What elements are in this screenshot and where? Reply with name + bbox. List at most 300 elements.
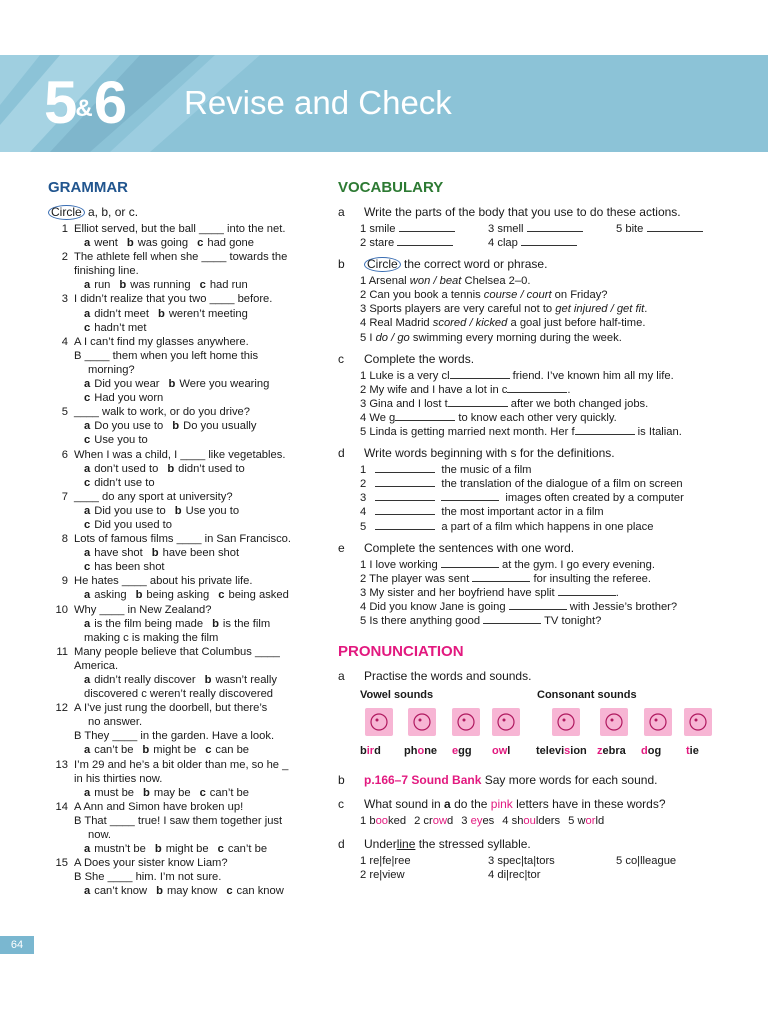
question-number: 9 xyxy=(61,575,68,588)
answer-option: b didn’t used to xyxy=(167,462,245,475)
item-number: 2 xyxy=(360,478,370,491)
pron-c-word: 2 crowd xyxy=(414,815,454,828)
vocab-d-item xyxy=(360,477,738,491)
answer-option: b was running xyxy=(119,279,191,292)
option-letter: a xyxy=(84,307,91,320)
answer-options xyxy=(58,560,318,574)
pron-c-row xyxy=(360,814,738,828)
answer-option: b being asking xyxy=(135,589,210,602)
vocab-d-items xyxy=(338,463,738,533)
answer-options xyxy=(58,307,318,321)
options-wrap xyxy=(48,617,318,645)
sound-word: bird xyxy=(360,745,381,758)
answer-blank xyxy=(441,491,499,501)
answer-option: a Did you wear xyxy=(84,378,160,391)
answer-options xyxy=(58,476,318,490)
answer-blank xyxy=(375,477,435,487)
answer-options xyxy=(58,786,318,800)
options-wrap xyxy=(48,546,318,574)
answer-options xyxy=(58,504,318,518)
question-number: 7 xyxy=(61,490,68,503)
option-letter: c xyxy=(84,321,91,334)
item-number: 3 xyxy=(488,223,498,235)
answer-options xyxy=(58,462,318,476)
answer-option: c can know xyxy=(226,885,284,898)
television-icon xyxy=(552,708,580,736)
answer-options xyxy=(58,842,318,856)
answer-option: b Use you to xyxy=(174,504,240,517)
question-text: Elliot served, but the ball ____ into the net. xyxy=(74,223,286,235)
sound-word: dog xyxy=(641,745,662,758)
vocab-c-item: 3 Gina and I lost t after we both changed jobs. xyxy=(360,397,649,410)
grammar-question xyxy=(48,405,318,419)
word-choice: do / go xyxy=(375,331,410,344)
vocab-e-item: 3 My sister and her boyfriend have split . xyxy=(360,586,619,599)
options-wrap xyxy=(48,419,318,447)
option-letter: a xyxy=(84,885,91,898)
grammar-question xyxy=(48,250,318,278)
answer-option: b wasn’t really xyxy=(204,674,277,686)
item-number: 2 xyxy=(360,289,370,302)
answer-blank xyxy=(375,491,435,501)
vocab-d-item xyxy=(360,520,738,534)
answer-option: a Do you use to xyxy=(84,420,164,433)
bird-icon xyxy=(365,708,393,736)
answer-option: c didn’t use to xyxy=(84,476,155,489)
option-letter: a xyxy=(84,843,91,856)
definition-text: the music of a film xyxy=(441,464,532,477)
question-number: 3 xyxy=(61,293,68,306)
egg-icon xyxy=(452,708,480,736)
vocab-b-items xyxy=(338,274,738,344)
option-letter: a xyxy=(84,237,91,250)
pink-letters: ou xyxy=(523,815,536,828)
definition-text: a part of a film which happens in one place xyxy=(441,520,654,533)
item-number: 5 xyxy=(360,426,370,439)
answer-option: b Were you wearing xyxy=(168,378,270,391)
option-letter: b xyxy=(119,279,127,292)
answer-option: c had run xyxy=(199,279,248,292)
tie-icon xyxy=(684,708,712,736)
vocab-a-instruction: a Write the parts of the body that you use to do these actions. xyxy=(338,205,681,219)
option-letter: c xyxy=(199,786,206,799)
options-wrap xyxy=(48,786,318,800)
option-letter: b xyxy=(154,843,162,856)
answer-blank xyxy=(399,222,455,232)
circle-word: Circle xyxy=(48,205,85,220)
answer-option: a mustn’t be xyxy=(84,843,146,856)
answer-option: b was going xyxy=(126,237,189,250)
answer-option: c can be xyxy=(205,744,250,757)
answer-option: c being asked xyxy=(218,589,289,602)
answer-option: b may know xyxy=(156,885,218,898)
item-number: 1 xyxy=(360,855,370,868)
answer-options xyxy=(58,673,318,687)
options-wrap xyxy=(48,377,318,405)
option-letter: a xyxy=(84,786,91,799)
question-number: 13 xyxy=(55,758,68,771)
item-number: 5 xyxy=(360,331,370,344)
answer-option: b might be xyxy=(142,744,197,757)
grammar-question xyxy=(48,335,318,377)
question-text: He hates ____ about his private life. xyxy=(74,575,253,588)
sound-letters: t xyxy=(686,745,690,758)
question-number: 11 xyxy=(56,645,68,658)
item-number: 3 xyxy=(360,586,370,599)
question-text: B She ____ him. I’m not sure. xyxy=(74,871,222,884)
definition-text: images often created by a computer xyxy=(505,492,684,505)
vocab-b-item: 3 Sports players are very careful not to get injured / get fit. xyxy=(360,303,648,316)
question-text: The athlete fell when she ____ towards the xyxy=(74,251,288,264)
option-letter: a xyxy=(84,504,91,517)
option-letter: a xyxy=(84,279,91,292)
word-choice: won / beat xyxy=(409,275,462,288)
options-wrap xyxy=(48,236,318,250)
answer-blank xyxy=(375,505,435,515)
stress-word xyxy=(360,868,488,882)
item-number: 5 xyxy=(360,520,370,533)
sound-word-row xyxy=(360,744,730,760)
option-letter: a xyxy=(84,547,91,560)
definition-text: the most important actor in a film xyxy=(441,506,604,519)
option-letter: a xyxy=(84,674,91,686)
option-letter: a xyxy=(84,744,91,757)
vocab-e-item: 5 Is there anything good TV tonight? xyxy=(360,614,602,627)
sound-word: phone xyxy=(404,745,438,758)
pron-d-instruction: d Underline the stressed syllable. xyxy=(338,837,531,852)
answer-option: a can’t be xyxy=(84,744,134,757)
answer-blank xyxy=(483,614,541,624)
sound-picture-row xyxy=(360,708,730,742)
vocab-b-item: 2 Can you book a tennis course / court on Friday? xyxy=(360,289,608,302)
item-number: 1 xyxy=(360,464,370,477)
answer-blank xyxy=(397,236,453,246)
option-letter: b xyxy=(172,420,180,433)
grammar-question xyxy=(48,603,318,617)
options-wrap xyxy=(48,307,318,335)
option-letter: b xyxy=(135,589,143,602)
pron-a-instruction: a Practise the words and sounds. xyxy=(338,669,532,684)
answer-options xyxy=(58,321,318,335)
item-number: 1 xyxy=(360,223,370,235)
sound-letters: e xyxy=(452,745,459,758)
option-letter: c xyxy=(205,744,212,757)
answer-options xyxy=(58,617,318,631)
item-number: 3 xyxy=(360,303,370,316)
vocab-e-item: 1 I love working at the gym. I go every evening. xyxy=(360,558,655,571)
item-number: 2 xyxy=(360,572,370,585)
options-wrap xyxy=(48,278,318,292)
answer-option: b might be xyxy=(154,843,209,856)
item-number: 2 xyxy=(360,383,370,396)
question-text: B That ____ true! I saw them together just xyxy=(74,814,283,827)
sound-pictures xyxy=(360,688,738,766)
option-letter: c xyxy=(84,561,91,574)
answer-option: a didn’t meet xyxy=(84,307,149,320)
answer-option: b weren’t meeting xyxy=(157,307,248,320)
answer-options xyxy=(58,884,318,898)
item-word: bite xyxy=(625,223,647,235)
item-word: smell xyxy=(497,223,527,235)
option-letter: b xyxy=(204,674,212,686)
answer-option: a must be xyxy=(84,786,135,799)
question-text: America. xyxy=(74,659,119,672)
answer-option: a Did you use to xyxy=(84,504,166,517)
option-letter: b xyxy=(174,504,182,517)
vocab-a-items xyxy=(338,222,738,250)
pink-letters: oo xyxy=(375,815,389,828)
item-number: 3 xyxy=(488,855,498,868)
grammar-question xyxy=(48,574,318,588)
answer-option: a can’t know xyxy=(84,885,148,898)
question-text: B They ____ in the garden. Have a look. xyxy=(74,730,275,743)
options-continued: discovered c weren’t really discovered xyxy=(84,688,274,701)
answer-blank xyxy=(441,558,499,568)
item-number: 2 xyxy=(360,869,370,882)
vocab-b-item: 5 I do / go swimming every morning during the week. xyxy=(360,331,622,344)
stress-word xyxy=(488,868,616,882)
answer-options xyxy=(58,433,318,447)
grammar-question xyxy=(48,758,318,786)
option-letter: c xyxy=(217,843,224,856)
option-letter: a xyxy=(84,420,91,433)
options-wrap xyxy=(48,588,318,602)
vocab-e-item: 4 Did you know Jane is going with Jessie’s brother? xyxy=(360,600,678,613)
question-number: 5 xyxy=(61,406,68,419)
option-letter: b xyxy=(126,237,134,250)
syllables: re|view xyxy=(369,869,405,882)
pron-c-word: 5 world xyxy=(568,815,605,828)
item-word: smile xyxy=(369,223,399,235)
dog-icon xyxy=(644,708,672,736)
question-number: 15 xyxy=(55,857,68,870)
answer-options xyxy=(58,546,318,560)
word-choice: course / court xyxy=(483,289,552,302)
question-text: finishing line. xyxy=(74,265,139,278)
question-text: A Does your sister know Liam? xyxy=(74,857,228,870)
sound-word: television xyxy=(536,745,587,758)
answer-option: c can’t be xyxy=(217,843,268,856)
question-text: Many people believe that Columbus ____ xyxy=(74,645,280,658)
question-text: morning? xyxy=(88,363,135,376)
option-letter: c xyxy=(218,589,225,602)
answer-blank xyxy=(472,572,530,582)
grammar-question xyxy=(48,222,318,236)
pron-b-instruction: b p.166–7 Sound Bank Say more words for each sound. xyxy=(338,773,658,788)
body-parts-grid xyxy=(360,222,738,250)
question-text: A I can’t find my glasses anywhere. xyxy=(74,335,249,348)
phone-icon xyxy=(408,708,436,736)
answer-option: b is the film xyxy=(212,617,271,630)
grammar-heading: GRAMMAR xyxy=(48,179,128,196)
answer-blank xyxy=(507,383,567,393)
syllables: co|lleague xyxy=(625,855,677,868)
question-text: now. xyxy=(88,829,112,842)
option-letter: b xyxy=(167,462,175,475)
option-letter: c xyxy=(226,885,233,898)
body-part-item xyxy=(488,222,616,236)
question-text: no answer. xyxy=(88,716,143,729)
question-text: A I’ve just rung the doorbell, but there’s xyxy=(74,702,268,715)
answer-blank xyxy=(448,397,508,407)
option-letter: b xyxy=(142,744,150,757)
question-text: B ____ them when you left home this xyxy=(74,349,259,362)
options-continued: making c is making the film xyxy=(84,631,219,644)
item-number: 3 xyxy=(360,492,370,505)
item-number: 5 xyxy=(616,855,626,868)
answer-blank xyxy=(527,222,583,232)
answer-option: b Do you usually xyxy=(172,420,257,433)
option-letter: c xyxy=(84,434,91,447)
item-number: 3 xyxy=(360,397,370,410)
answer-options xyxy=(58,377,318,391)
answer-blank xyxy=(521,236,577,246)
question-number: 10 xyxy=(55,603,68,616)
pron-c-word: 1 booked xyxy=(360,815,407,828)
question-number: 6 xyxy=(61,448,68,461)
answer-option: a went xyxy=(84,237,118,250)
answer-options xyxy=(58,419,318,433)
pronunciation-heading: PRONUNCIATION xyxy=(338,643,464,661)
options-wrap xyxy=(48,884,318,898)
body-part-item xyxy=(360,236,488,250)
item-number: 4 xyxy=(360,600,370,613)
vocab-c-item: 4 We g to know each other very quickly. xyxy=(360,411,617,424)
consonant-sounds-label: Consonant sounds xyxy=(537,689,637,702)
body-part-item xyxy=(360,222,488,236)
item-number: 1 xyxy=(360,558,370,571)
answer-options xyxy=(58,236,318,250)
owl-icon xyxy=(492,708,520,736)
grammar-question xyxy=(48,490,318,504)
option-letter: b xyxy=(157,307,165,320)
zebra-icon xyxy=(600,708,628,736)
vocab-c-item: 2 My wife and I have a lot in c . xyxy=(360,383,571,396)
unit-number: 5&6 xyxy=(44,69,125,136)
option-letter: b xyxy=(168,378,176,391)
grammar-instruction: Circle a, b, or c. xyxy=(48,204,318,220)
options-wrap xyxy=(48,743,318,757)
options-wrap xyxy=(48,842,318,856)
question-number: 8 xyxy=(61,533,68,546)
answer-option: a is the film being made xyxy=(84,617,204,630)
options-wrap xyxy=(48,462,318,490)
sound-word: zebra xyxy=(597,745,626,758)
sound-word: owl xyxy=(492,745,511,758)
vocab-d-item xyxy=(360,491,738,505)
vocab-d-instruction: d Write words beginning with s for the definitions. xyxy=(338,446,615,461)
pink-letters: or xyxy=(585,815,596,828)
answer-option: a don’t used to xyxy=(84,462,159,475)
sound-letters: ir xyxy=(366,745,375,758)
sound-word: tie xyxy=(686,745,699,758)
grammar-question xyxy=(48,856,318,884)
answer-option: c had gone xyxy=(197,237,255,250)
answer-options xyxy=(58,588,318,602)
vocab-b-item: 1 Arsenal won / beat Chelsea 2–0. xyxy=(360,275,531,288)
pron-d-items xyxy=(338,854,738,882)
sound-letters: o xyxy=(417,745,425,758)
answer-option: a asking xyxy=(84,589,127,602)
option-letter: a xyxy=(84,462,91,475)
sound-bank-link[interactable]: p.166–7 Sound Bank xyxy=(364,773,482,788)
answer-options xyxy=(58,518,318,532)
item-number: 1 xyxy=(360,275,369,288)
option-letter: b xyxy=(156,885,163,898)
item-word: stare xyxy=(369,237,398,250)
body-part-item xyxy=(488,236,616,250)
options-wrap xyxy=(48,673,318,701)
definition-text: the translation of the dialogue of a film on screen xyxy=(441,478,683,491)
word-choice: scored / kicked xyxy=(432,317,508,330)
pron-c-instruction: c What sound in a do the pink letters have in these words? xyxy=(338,797,666,812)
question-number: 14 xyxy=(55,800,68,813)
sound-letters: d xyxy=(641,745,648,758)
option-letter: c xyxy=(84,392,91,405)
answer-option: c Did you used to xyxy=(84,518,172,531)
stress-word xyxy=(616,854,744,868)
page-number: 64 xyxy=(0,936,34,954)
vocab-e-instruction: e Complete the sentences with one word. xyxy=(338,540,575,555)
option-letter: b xyxy=(212,617,219,630)
item-number: 2 xyxy=(360,237,370,250)
sound-word: egg xyxy=(452,745,472,758)
answer-blank xyxy=(558,586,616,596)
body-part-item xyxy=(616,222,744,236)
vocab-c-items xyxy=(338,369,738,439)
option-letter: a xyxy=(84,589,91,602)
word-choice: get injured / get fit xyxy=(555,303,645,316)
vocabulary-section xyxy=(338,178,738,882)
pink-letters: ow xyxy=(432,815,448,828)
answer-option: a have shot xyxy=(84,547,143,560)
answer-blank xyxy=(375,463,435,473)
question-text: I’m 29 and he’s a bit older than me, so he _ xyxy=(74,758,289,771)
answer-options xyxy=(58,391,318,405)
answer-options xyxy=(58,278,318,292)
answer-option: c has been shot xyxy=(84,561,165,574)
option-letter: c xyxy=(199,279,206,292)
answer-blank xyxy=(375,520,435,530)
question-text: in his thirties now. xyxy=(74,772,163,785)
answer-option: c Had you worn xyxy=(84,392,164,405)
pron-c-word: 3 eyes xyxy=(461,815,495,828)
answer-option: c can’t be xyxy=(199,786,249,799)
vocab-d-item xyxy=(360,463,738,477)
syllables: spec|ta|tors xyxy=(497,855,555,868)
grammar-questions xyxy=(48,222,318,899)
vocab-e-items xyxy=(338,558,738,628)
vocab-c-instruction: c Complete the words. xyxy=(338,351,475,366)
answer-blank xyxy=(395,411,455,421)
stress-grid xyxy=(360,854,738,882)
question-number: 1 xyxy=(61,223,68,235)
answer-options xyxy=(58,743,318,757)
grammar-question xyxy=(48,800,318,842)
vowel-sounds-label: Vowel sounds xyxy=(360,689,434,702)
option-letter: b xyxy=(143,786,150,799)
question-text: ____ walk to work, or do you drive? xyxy=(74,406,250,419)
question-text: Lots of famous films ____ in San Francisco. xyxy=(74,533,292,546)
answer-option: b have been shot xyxy=(151,547,240,560)
pron-c-word: 4 shoulders xyxy=(502,815,561,828)
vocab-e-item: 2 The player was sent for insulting the referee. xyxy=(360,572,652,585)
answer-blank xyxy=(575,425,635,435)
page-title: Revise and Check xyxy=(184,84,452,121)
stress-word xyxy=(360,854,488,868)
question-number: 4 xyxy=(61,335,68,348)
sound-letters: s xyxy=(564,745,571,758)
